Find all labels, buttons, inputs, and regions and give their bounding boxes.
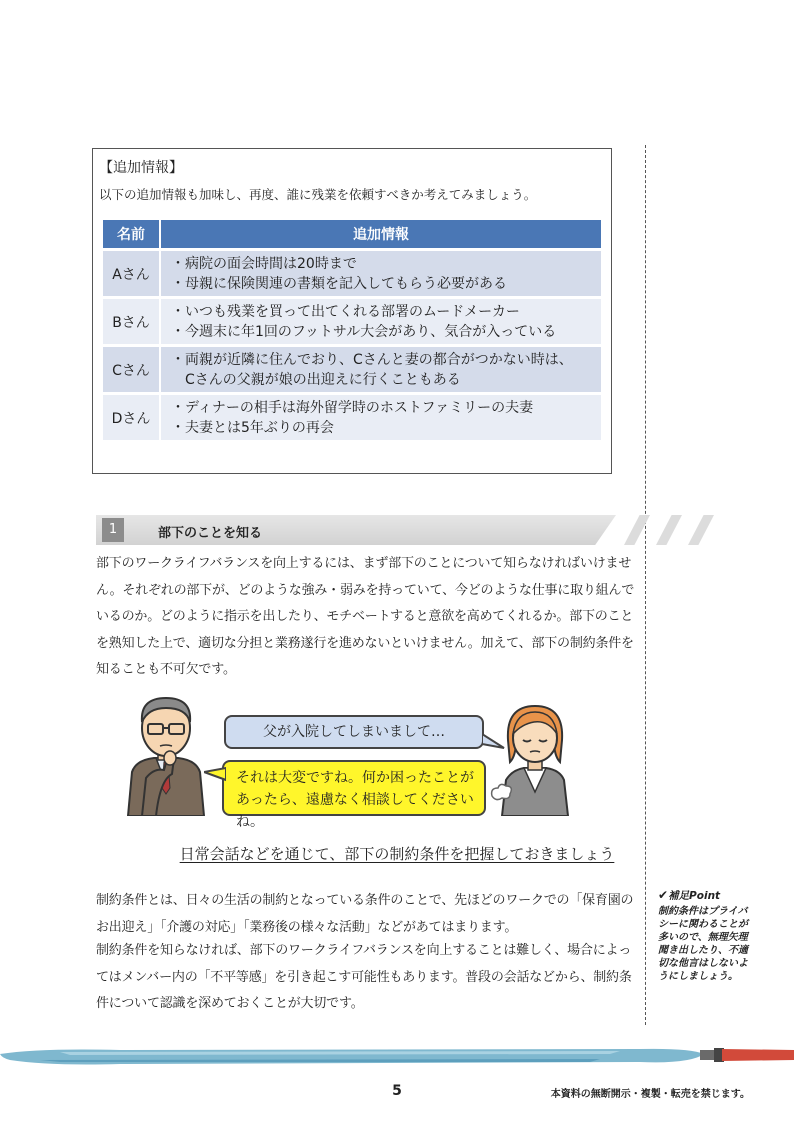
- table-row: [103, 248, 601, 296]
- header-info: 追加情報: [161, 220, 601, 248]
- row-name: Bさん: [103, 296, 161, 344]
- supplement-point: [658, 884, 753, 983]
- body-paragraph: 部下のワークライフバランスを向上するには、まず部下のことについて知らなければいけません。それぞれの部下が、どのような強み・弱みを持っていて、今どのような仕事に取り組んでいるのか。どのように指示を出したり、モチベートすると意欲を高めてくれるか。部下のことを熟知した上で、適切な分担と業務遂行を進めないといけません。加えて、部下の制約条件を知ることも不可欠です。: [96, 556, 635, 677]
- row-detail: [161, 392, 601, 440]
- section-title: 部下のことを知る: [158, 526, 263, 541]
- margin-divider: [645, 145, 646, 1025]
- section-stripe: [688, 515, 714, 545]
- manager-speech-bubble: [222, 760, 486, 830]
- manager-line: それは大変ですね。何か困ったことが: [236, 770, 474, 786]
- row-detail: [161, 344, 601, 392]
- section-number: 1: [102, 518, 124, 542]
- subordinate-speech-bubble: 父が入院してしまいまして…: [224, 715, 484, 749]
- info-description: 以下の追加情報も加味し、再度、誰に残業を依頼すべきか考えてみましょう。: [99, 187, 537, 202]
- table-row: [103, 344, 601, 392]
- manager-illustration: [120, 688, 212, 816]
- detail-line: ・母親に保険関連の書類を記入してもらう必要がある: [171, 275, 507, 292]
- section-stripe: [624, 515, 650, 545]
- row-name: Dさん: [103, 392, 161, 440]
- additional-info-box: [92, 148, 612, 474]
- bubble-tail: [204, 766, 226, 784]
- section-header: [96, 515, 716, 545]
- detail-line: ・夫妻とは5年ぶりの再会: [171, 419, 334, 436]
- detail-line: ・病院の面会時間は20時まで: [171, 255, 357, 272]
- detail-line: Cさんの父親が娘の出迎えに行くこともある: [171, 371, 461, 388]
- key-message: 日常会話などを通じて、部下の制約条件を把握しておきましょう: [179, 845, 615, 863]
- info-title: 【追加情報】: [99, 160, 183, 176]
- point-label: 補足Point: [668, 890, 721, 902]
- manager-line: あったら、遠慮なく相談してくださいね。: [236, 792, 474, 830]
- table-row: [103, 392, 601, 440]
- check-icon: ✔: [658, 888, 669, 902]
- table-row: [103, 296, 601, 344]
- section-stripe: [656, 515, 682, 545]
- row-detail: [161, 296, 601, 344]
- row-detail: [161, 248, 601, 296]
- brush-stroke-decoration: [0, 1040, 794, 1076]
- header-name: 名前: [103, 220, 161, 248]
- copyright-note: 本資料の無断開示・複製・転売を禁じます。: [550, 1089, 750, 1100]
- detail-line: ・両親が近隣に住んでおり、Cさんと妻の都合がつかない時は、: [171, 351, 573, 368]
- body-paragraph: 制約条件を知らなければ、部下のワークライフバランスを向上することは難しく、場合によってはメンバー内の「不平等感」を引き起こす可能性もあります。普段の会話などから、制約条件について認識を深めておくことが大切です。: [96, 943, 632, 1011]
- info-table: [103, 220, 601, 440]
- detail-line: ・いつも残業を買って出てくれる部署のムードメーカー: [171, 303, 520, 320]
- body-paragraph: 制約条件とは、日々の生活の制約となっている条件のことで、先ほどのワークでの「保育園のお出迎え」「介護の対応」「業務後の様々な活動」などがあてはまります。: [96, 893, 634, 935]
- point-text: 制約条件はプライバシーに関わることが多いので、無理矢理聞き出したり、不適切な他言はしないようにしましょう。: [658, 906, 748, 982]
- detail-line: ・ディナーの相手は海外留学時のホストファミリーの夫妻: [171, 399, 534, 416]
- detail-line: ・今週末に年1回のフットサル大会があり、気合が入っている: [171, 323, 557, 340]
- page-number: 5: [392, 1083, 402, 1099]
- row-name: Aさん: [103, 248, 161, 296]
- row-name: Cさん: [103, 344, 161, 392]
- sigh-icon: [488, 782, 514, 802]
